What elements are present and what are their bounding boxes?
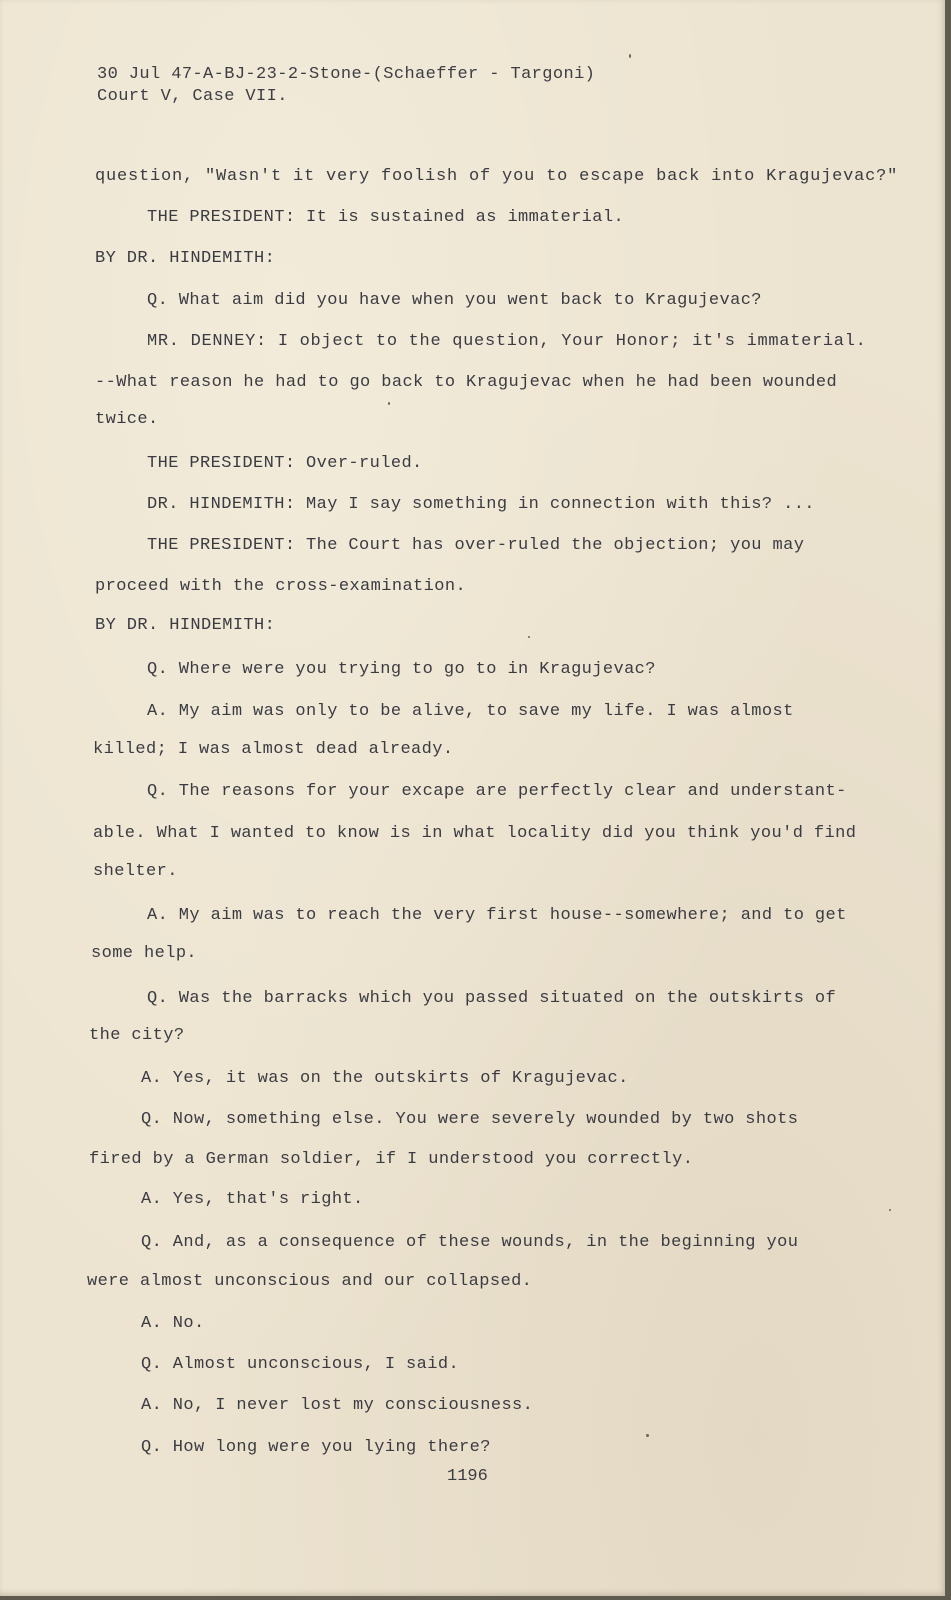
transcript-line: were almost unconscious and our collapsed. bbox=[87, 1272, 533, 1291]
transcript-line: Q. The reasons for your excape are perfectly clear and understant- bbox=[147, 782, 847, 801]
transcript-line: able. What I wanted to know is in what locality did you think you'd find bbox=[93, 824, 857, 843]
transcript-line: DR. HINDEMITH: May I say something in connection with this? ... bbox=[147, 495, 815, 514]
paper-speck bbox=[889, 1209, 891, 1211]
transcript-line: Q. Now, something else. You were severely wounded by two shots bbox=[141, 1110, 799, 1129]
transcript-line: BY DR. HINDEMITH: bbox=[95, 616, 276, 635]
transcript-line: Q. And, as a consequence of these wounds, in the beginning you bbox=[141, 1233, 799, 1252]
transcript-line: MR. DENNEY: I object to the question, Your Honor; it's immaterial. bbox=[147, 332, 867, 351]
document-header bbox=[97, 64, 595, 108]
transcript-line: Q. Almost unconscious, I said. bbox=[141, 1355, 460, 1374]
transcript-line: Q. Was the barracks which you passed situated on the outskirts of bbox=[147, 989, 837, 1008]
transcript-line: BY DR. HINDEMITH: bbox=[95, 249, 276, 268]
transcript-line: some help. bbox=[91, 944, 198, 963]
transcript-line: THE PRESIDENT: Over-ruled. bbox=[147, 454, 423, 473]
page-number: 1196 bbox=[447, 1467, 488, 1486]
scan-edge-right bbox=[945, 0, 951, 1600]
transcript-line: killed; I was almost dead already. bbox=[93, 740, 454, 759]
paper-speck bbox=[528, 636, 530, 638]
transcript-line: Q. How long were you lying there? bbox=[141, 1438, 491, 1457]
transcript-line: A. Yes, it was on the outskirts of Kragujevac. bbox=[141, 1069, 629, 1088]
transcript-line: shelter. bbox=[93, 862, 178, 881]
transcript-line: proceed with the cross-examination. bbox=[95, 577, 467, 596]
transcript-line: A. No, I never lost my consciousness. bbox=[141, 1396, 534, 1415]
transcript-line: A. My aim was only to be alive, to save my life. I was almost bbox=[147, 702, 794, 721]
transcript-line: the city? bbox=[89, 1026, 185, 1045]
header-line-1: 30 Jul 47-A-BJ-23-2-Stone-(Schaeffer - Targoni) bbox=[97, 65, 596, 84]
transcript-line: THE PRESIDENT: It is sustained as immaterial. bbox=[147, 208, 625, 227]
transcript-line: --What reason he had to go back to Kragujevac when he had been wounded bbox=[95, 373, 838, 392]
paper-speck bbox=[646, 1434, 649, 1437]
transcript-line: question, "Wasn't it very foolish of you to escape back into Kragujevac?" bbox=[95, 167, 899, 186]
transcript-line: THE PRESIDENT: The Court has over-ruled the objection; you may bbox=[147, 536, 805, 555]
paper-speck bbox=[388, 402, 390, 405]
transcript-line: A. My aim was to reach the very first house--somewhere; and to get bbox=[147, 906, 847, 925]
transcript-line: Q. What aim did you have when you went back to Kragujevac? bbox=[147, 291, 762, 310]
transcript-line: fired by a German soldier, if I understood you correctly. bbox=[89, 1150, 694, 1169]
header-line-2: Court V, Case VII. bbox=[97, 87, 288, 106]
paper-speck bbox=[629, 54, 631, 58]
scan-edge-bottom bbox=[0, 1596, 951, 1600]
transcript-line: A. Yes, that's right. bbox=[141, 1190, 364, 1209]
transcript-line: Q. Where were you trying to go to in Kragujevac? bbox=[147, 660, 656, 679]
transcript-line: twice. bbox=[95, 410, 159, 429]
transcript-line: A. No. bbox=[141, 1314, 205, 1333]
